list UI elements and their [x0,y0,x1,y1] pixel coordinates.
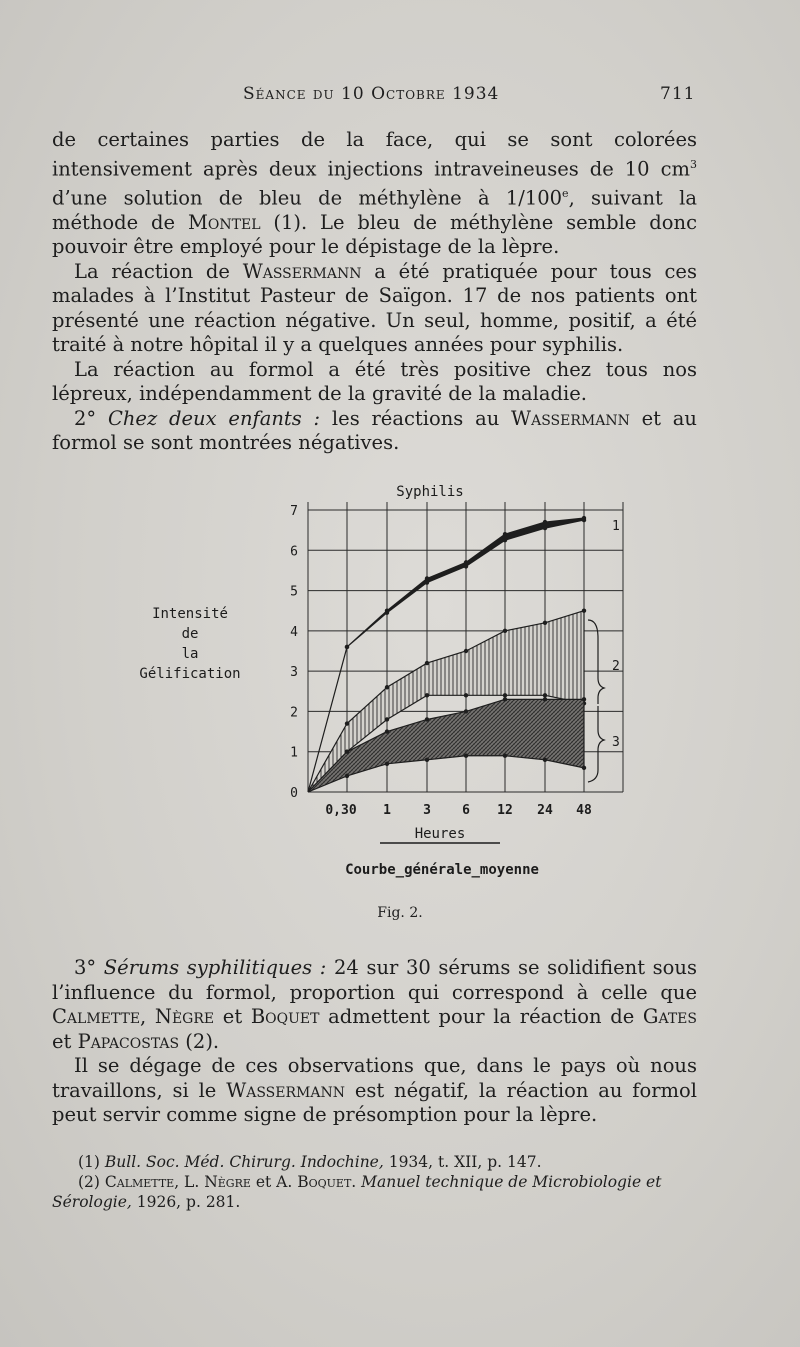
running-title: Séance du 10 Octobre 1934 [243,84,500,104]
y-axis-label-line4: Gélification [139,666,241,682]
series-label-2: 2 [612,659,620,674]
y-tick-label: 7 [290,504,298,519]
data-point [543,621,547,625]
data-point [385,685,389,689]
x-axis-label: Heures [414,826,466,842]
data-point [425,693,429,697]
y-axis-label-line3: la [181,646,199,662]
x-tick-label: 1 [383,803,391,818]
data-point [543,697,547,701]
data-point [503,532,507,536]
data-point [503,754,507,758]
data-point [503,697,507,701]
data-point [464,693,468,697]
series-label-1: 1 [612,519,620,534]
text-block-top [52,128,697,456]
paragraph-conclusion: Il se dégage de ces observations que, dans le pays où nous travaillons, si le Wassermann est négatif, la réaction au formol peut servir comme signe de présomption pour la lèpre. [52,1054,697,1126]
data-point [425,717,429,721]
data-point [425,580,429,584]
series-labels [588,519,620,782]
brace-series-3 [588,706,604,782]
figure-caption: Fig. 2. [377,905,423,921]
y-tick-label: 4 [290,624,298,640]
text-block-bottom [52,956,697,1128]
data-point [345,645,349,649]
footnote-2: (2) Calmette, L. Nègre et A. Boquet. Manuel technique de Microbiologie et Sérologie, 1926, p. 281. [52,1173,662,1211]
x-tick-label: 3 [423,803,431,818]
paragraph-formol: La réaction au formol a été très positive chez tous nos lépreux, indépendamment de la gravité de la maladie. [52,357,697,405]
x-tick-label: 24 [537,803,553,818]
brace-series-2 [588,620,604,704]
data-point [385,611,389,615]
data-point [464,564,468,568]
data-point [425,758,429,762]
y-tick-label: 5 [290,584,298,600]
paragraph-serums: 3° Sérums syphilitiques : 24 sur 30 sérums se solidifient sous l’influence du formol, proportion qui correspond à celle que Calmette, Nègre et Boquet admettent pour la réaction de Gates et Papacostas (2). [52,956,697,1053]
y-axis-label-line1: Intensité [152,606,228,622]
footnotes [52,1152,707,1212]
syphilis-chart [0,470,800,890]
data-point [503,538,507,542]
data-point [345,721,349,725]
data-point [543,520,547,524]
y-axis-label-line2: de [181,626,199,642]
data-point [425,661,429,665]
data-point [345,750,349,754]
data-point [385,729,389,733]
chart-areas [308,516,586,792]
data-point [503,693,507,697]
y-tick-label: 6 [290,544,298,560]
x-tick-label: 48 [576,803,592,818]
y-tick-label: 3 [290,665,298,681]
x-tick-label: 0,30 [325,803,357,818]
y-tick-label: 2 [290,705,298,721]
data-point [582,697,586,701]
y-tick-labels [290,504,298,801]
data-point [385,762,389,766]
series-label-3: 3 [612,735,620,750]
running-header [0,84,800,108]
paragraph-wassermann: La réaction de Wassermann a été pratiquée pour tous ces malades à l’Institut Pasteur de Saïgon. 17 de nos patients ont présenté une réaction négative. Un seul, homme, positif, a été traité à notre hôpital il y a quelques années pour syphilis. [52,259,697,356]
page-number: 711 [660,84,696,104]
data-point [464,649,468,653]
x-tick-label: 12 [497,803,513,818]
chart-subtitle: Courbe_générale_moyenne [345,862,539,878]
y-tick-label: 1 [290,745,298,761]
chart-title: Syphilis [396,484,464,500]
paragraph-enfants: 2° Chez deux enfants : les réactions au Wassermann et au formol se sont montrées négatives. [52,406,697,454]
data-point [464,709,468,713]
data-point [425,576,429,580]
x-tick-label: 6 [462,803,470,818]
y-tick-label: 0 [290,786,298,801]
data-point [503,629,507,633]
data-point [543,526,547,530]
data-point [543,693,547,697]
paragraph-montel: de certaines parties de la face, qui se sont colorées intensivement après deux injections intraveineuses de 10 $cm^3$ d’une solution de bleu de méthylène à 1/100e, suivant la méthode de Montel (1). Le bleu de méthylène semble donc pouvoir être employé pour le dépistage de la lèpre. [52,128,697,258]
footnote-1: (1) Bull. Soc. Méd. Chirurg. Indochine, 1934, t. XII, p. 147. [78,1153,542,1171]
data-point [385,717,389,721]
data-point [582,518,586,522]
data-point [464,560,468,564]
data-point [543,758,547,762]
data-point [345,774,349,778]
data-point [582,766,586,770]
data-point [582,609,586,613]
data-point [464,754,468,758]
x-tick-labels [325,803,592,818]
